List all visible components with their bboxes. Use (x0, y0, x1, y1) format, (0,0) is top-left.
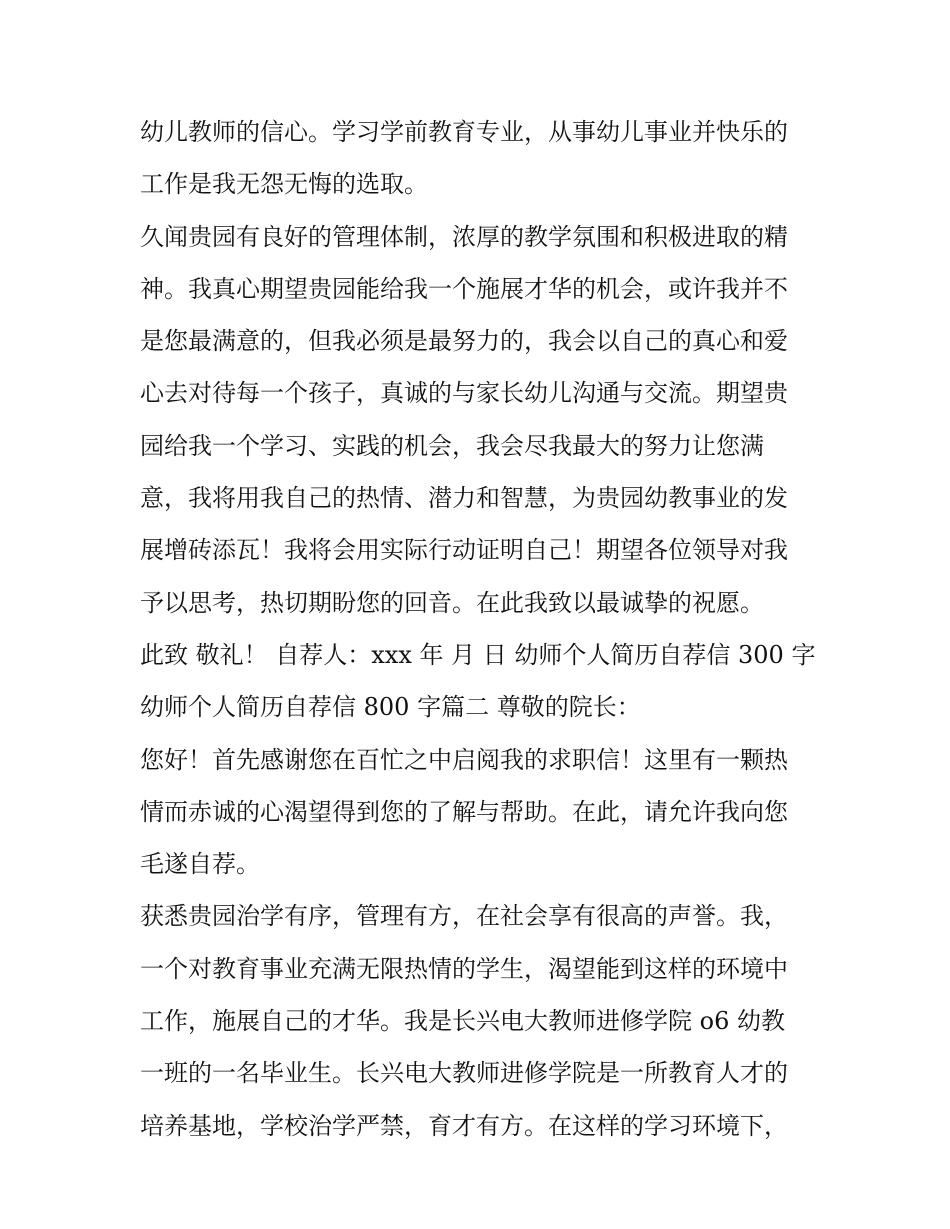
text-line: 心去对待每一个孩子，真诚的与家长幼儿沟通与交流。期望贵 (140, 379, 788, 408)
text-line: 一班的一名毕业生。长兴电大教师进修学院是一所教育人才的 (140, 1059, 788, 1088)
text-line: 您好！首先感谢您在百忙之中启阅我的求职信！这里有一颗热 (140, 745, 788, 774)
text-line: 培养基地，学校治学严禁，育才有方。在这样的学习环境下， (140, 1111, 788, 1140)
text-line: 幼师个人简历自荐信 800 字篇二 尊敬的院长： (140, 693, 641, 722)
text-line: 是您最满意的，但我必须是最努力的，我会以自己的真心和爱 (140, 327, 788, 356)
text-line: 神。我真心期望贵园能给我一个施展才华的机会，或许我并不 (140, 274, 788, 303)
text-line: 工作，施展自己的才华。我是长兴电大教师进修学院 o6 幼教 (140, 1007, 785, 1036)
text-line: 幼儿教师的信心。学习学前教育专业，从事幼儿事业并快乐的 (140, 118, 788, 146)
text-line: 展增砖添瓦！我将会用实际行动证明自己！期望各位领导对我 (140, 536, 788, 565)
text-line: 情而赤诚的心渴望得到您的了解与帮助。在此，请允许我向您 (140, 797, 788, 826)
text-line: 毛遂自荐。 (140, 850, 260, 879)
text-line: 获悉贵园治学有序，管理有方，在社会享有很高的声誉。我， (140, 902, 788, 931)
text-line: 园给我一个学习、实践的机会，我会尽我最大的努力让您满 (140, 431, 764, 460)
text-line: 工作是我无怨无悔的选取。 (140, 170, 428, 199)
text-line: 予以思考，热切期盼您的回音。在此我致以最诚挚的祝愿。 (140, 588, 764, 617)
text-line: 意，我将用我自己的热情、潜力和智慧，为贵园幼教事业的发 (140, 484, 788, 513)
text-line: 一个对教育事业充满无限热情的学生，渴望能到这样的环境中 (140, 954, 788, 983)
text-line: 久闻贵园有良好的管理体制，浓厚的教学氛围和积极进取的精 (140, 222, 788, 251)
text-line: 此致 敬礼！ 自荐人：xxx 年 月 日 幼师个人简历自荐信 300 字 (140, 640, 816, 669)
document-body (140, 106, 820, 1152)
